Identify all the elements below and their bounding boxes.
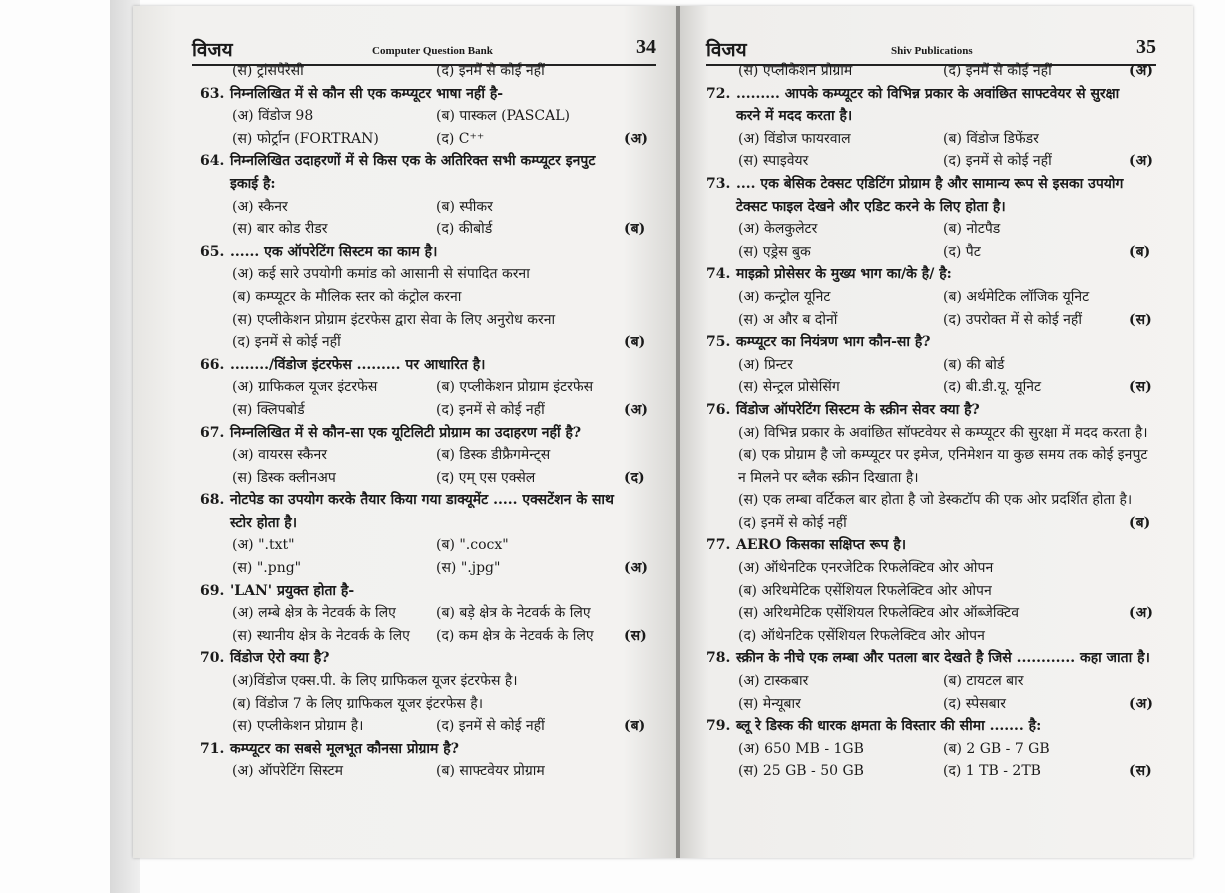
option-b: (ब) बड़े क्षेत्र के नेटवर्क के लिए [436, 605, 591, 622]
question-body: ...... एक ऑपरेटिंग सिस्टम का काम है। [230, 243, 438, 260]
option-a: (अ) स्कैनर [232, 198, 288, 215]
option-b: (स) ".jpg" [436, 560, 501, 577]
question-line [200, 354, 660, 377]
question-body: ......... आपके कम्प्यूटर को विभिन्न प्रकार के अवांछित साफ्टवेयर से सुरक्षा [736, 85, 1120, 102]
question-number: 74. [706, 266, 731, 283]
options-line [200, 715, 660, 738]
question-number: 78. [706, 650, 731, 667]
option-a: (स) एड्रेस बुक [738, 243, 811, 260]
question-line [706, 173, 1171, 196]
question-line [200, 647, 660, 670]
option-a: (स) एप्लीकेशन प्रोग्राम [738, 63, 853, 79]
question-number: 67. [200, 424, 225, 441]
option-a: (अ) ऑपरेटिंग सिस्टम [232, 763, 344, 780]
option-a: (स) स्थानीय क्षेत्र के नेटवर्क के लिए [232, 627, 410, 644]
question-body: इकाई है: [230, 175, 276, 192]
options-line [706, 738, 1171, 761]
publisher-name: Shiv Publications [891, 45, 973, 57]
option-a: (अ) 650 MB - 1GB [738, 740, 864, 757]
question-number: 66. [200, 356, 225, 373]
question-body: माइक्रो प्रोसेसर के मुख्य भाग का/के है/ है: [736, 266, 952, 283]
option-a: (अ) प्रिन्टर [738, 356, 793, 373]
question-line [706, 715, 1171, 738]
options-line [200, 196, 660, 219]
option-b: (द) इनमें से कोई नहीं [436, 718, 545, 735]
option-b: (द) कीबोर्ड [436, 221, 493, 238]
option-b: (द) इनमें से कोई नहीं [436, 63, 545, 79]
option-line [200, 263, 660, 286]
options-line [200, 60, 660, 83]
question-text [706, 334, 930, 350]
option-b: (द) पैट [943, 243, 981, 260]
option-b: (ब) स्पीकर [436, 198, 493, 215]
options-line [706, 241, 1171, 264]
option-b: (ब) नोटपैड [943, 221, 1001, 238]
option-line [200, 286, 660, 309]
options-line [706, 693, 1171, 716]
option-a: (अ) कन्ट्रोल यूनिट [738, 288, 831, 305]
option-full: न मिलने पर ब्लैक स्क्रीन दिखाता है। [738, 469, 919, 486]
option-full: (द) इनमें से कोई नहीं [738, 514, 847, 531]
question-line [200, 489, 660, 512]
answer-key: (ब) [624, 718, 646, 735]
option-a: (स) स्पाइवेयर [738, 153, 809, 170]
option-b: (ब) की बोर्ड [943, 356, 1005, 373]
option-a: (स) सेन्ट्रल प्रोसेसिंग [738, 379, 840, 396]
option-line [706, 467, 1171, 490]
question-text [706, 650, 1150, 666]
option-a: (स) एप्लीकेशन प्रोग्राम है। [232, 718, 364, 735]
answer-key: (स) [624, 627, 647, 644]
option-b: (ब) डिस्क डीफ्रैगमेन्ट्स [436, 447, 551, 464]
question-number: 70. [200, 650, 225, 667]
question-line [200, 738, 660, 761]
option-a: (अ) केलकुलेटर [738, 221, 818, 238]
options-line [706, 760, 1171, 783]
answer-key: (अ) [624, 401, 648, 418]
options-line [200, 760, 660, 783]
question-number: 69. [200, 582, 225, 599]
question-line [200, 150, 660, 173]
question-body: स्टोर होता है। [230, 514, 298, 531]
option-line [200, 331, 660, 354]
question-number: 79. [706, 718, 731, 735]
question-line [200, 512, 660, 535]
question-text [706, 402, 980, 418]
options-line [706, 309, 1171, 332]
brand-logo: विजय [192, 39, 233, 61]
answer-key: (अ) [624, 130, 648, 147]
question-text [200, 583, 354, 599]
option-full: (अ) कई सारे उपयोगी कमांड को आसानी से संपादित करना [232, 266, 530, 283]
option-b: (द) 1 TB - 2TB [943, 763, 1041, 780]
option-line [200, 670, 660, 693]
question-line [706, 399, 1171, 422]
question-text [200, 425, 581, 441]
option-b: (द) कम क्षेत्र के नेटवर्क के लिए [436, 627, 594, 644]
question-body: AERO किसका सक्षिप्त रूप है। [736, 537, 907, 554]
option-line [706, 422, 1171, 445]
question-text [200, 176, 276, 192]
question-number: 65. [200, 243, 225, 260]
option-b: (द) उपरोक्त में से कोई नहीं [943, 311, 1082, 328]
question-line [200, 580, 660, 603]
option-b: (द) इनमें से कोई नहीं [436, 401, 545, 418]
answer-key: (ब) [1129, 243, 1151, 260]
answer-key: (ब) [1129, 514, 1151, 531]
options-line [200, 602, 660, 625]
options-line [706, 670, 1171, 693]
question-line [706, 647, 1171, 670]
page-number: 34 [636, 36, 656, 58]
question-body: निम्नलिखित में से कौन सी एक कम्प्यूटर भाषा नहीं है- [230, 85, 504, 102]
question-body: .... एक बेसिक टेक्सट एडिटिंग प्रोग्राम है और सामान्य रूप से इसका उपयोग [736, 175, 1124, 192]
answer-key: (ब) [624, 334, 646, 351]
option-a: (स) मेन्यूबार [738, 695, 801, 712]
option-line [706, 625, 1171, 648]
options-line [200, 128, 660, 151]
option-full: (ब) विंडोज 7 के लिए ग्राफिकल यूजर इंटरफेस है। [232, 695, 484, 712]
question-line [200, 422, 660, 445]
options-line [706, 60, 1171, 83]
answer-key: (द) [624, 469, 645, 486]
answer-key: (अ) [624, 560, 648, 577]
options-line [200, 625, 660, 648]
answer-key: (अ) [1129, 153, 1153, 170]
question-body: करने में मदद करता है। [736, 108, 853, 125]
question-text [200, 515, 297, 531]
option-a: (अ) लम्बे क्षेत्र के नेटवर्क के लिए [232, 605, 396, 622]
options-line [706, 218, 1171, 241]
option-full: (अ) विभिन्न प्रकार के अवांछित सॉफ्टवेयर से कम्प्यूटर की सुरक्षा में मदद करता है। [738, 424, 1148, 441]
answer-key: (अ) [1129, 605, 1153, 622]
option-a: (अ) टास्कबार [738, 673, 809, 690]
question-body: टेक्सट फाइल देखने और एडिट करने के लिए होता है। [736, 198, 1006, 215]
option-line [200, 693, 660, 716]
option-b: (ब) साफ्टवेयर प्रोग्राम [436, 763, 545, 780]
question-number: 63. [200, 85, 225, 102]
option-a: (अ) विंडोज फायरवाल [738, 130, 851, 147]
right-page-questions [706, 60, 1171, 783]
option-line [706, 444, 1171, 467]
options-line [706, 128, 1171, 151]
question-body: कम्प्यूटर का नियंत्रण भाग कौन-सा है? [736, 334, 931, 351]
question-body: कम्प्यूटर का सबसे मूलभूत कौनसा प्रोग्राम है? [230, 740, 459, 757]
options-line [200, 376, 660, 399]
option-a: (स) डिस्क क्लीनअप [232, 469, 336, 486]
option-b: (ब) अर्थमेटिक लॉजिक यूनिट [943, 288, 1090, 305]
left-page-questions [200, 60, 660, 783]
options-line [706, 376, 1171, 399]
option-full: (द) इनमें से कोई नहीं [232, 334, 341, 351]
option-b: (ब) ".cocx" [436, 537, 509, 554]
option-full: (ब) कम्प्यूटर के मौलिक स्तर को कंट्रोल करना [232, 288, 462, 305]
option-b: (ब) टायटल बार [943, 673, 1024, 690]
question-text [200, 153, 595, 169]
question-text [200, 650, 330, 666]
options-line [200, 534, 660, 557]
question-body: विंडोज ऐरो क्या है? [230, 650, 330, 667]
option-b: (द) इनमें से कोई नहीं [943, 153, 1052, 170]
question-body: निम्नलिखित उदाहरणों में से किस एक के अतिरिक्त सभी कम्प्यूटर इनपुट [230, 153, 596, 170]
question-body: 'LAN' प्रयुक्त होता है- [230, 582, 355, 599]
option-a: (स) क्लिपबोर्ड [232, 401, 305, 418]
question-body: नोटपेड का उपयोग करके तैयार किया गया डाक्यूमेंट ..... एक्सटेंशन के साथ [230, 492, 614, 509]
question-line [200, 83, 660, 106]
option-full: (द) ऑथेनटिक एसेंशियल रिफलेक्टिव ओर ओपन [738, 627, 985, 644]
answer-key: (अ) [1129, 63, 1153, 79]
question-line [706, 263, 1171, 286]
option-b: (ब) पास्कल (PASCAL) [436, 108, 570, 125]
question-line [706, 331, 1171, 354]
option-a: (स) बार कोड रीडर [232, 221, 328, 238]
question-text [200, 357, 485, 373]
options-line [200, 444, 660, 467]
question-text [200, 244, 437, 260]
question-number: 68. [200, 492, 225, 509]
option-b: (द) स्पेसबार [943, 695, 1007, 712]
question-text [706, 266, 952, 282]
option-a: (अ) वायरस स्कैनर [232, 447, 327, 464]
option-line [706, 489, 1171, 512]
option-b: (ब) विंडोज डिफेंडर [943, 130, 1039, 147]
option-full: (स) एप्लीकेशन प्रोग्राम इंटरफेस द्वारा सेवा के लिए अनुरोध करना [232, 311, 556, 328]
options-line [200, 105, 660, 128]
question-line [706, 196, 1171, 219]
question-line [706, 534, 1171, 557]
question-number: 77. [706, 537, 731, 554]
option-full: (ब) अरिथमेटिक एसेंशियल रिफलेक्टिव ओर ओपन [738, 582, 992, 599]
question-line [200, 241, 660, 264]
option-line [706, 580, 1171, 603]
option-a: (अ) ग्राफिकल यूजर इंटरफेस [232, 379, 378, 396]
options-line [706, 354, 1171, 377]
question-number: 76. [706, 401, 731, 418]
option-a: (अ) ".txt" [232, 537, 295, 554]
option-full: (अ)विंडोज एक्स.पी. के लिए ग्राफिकल यूजर इंटरफेस है। [232, 673, 518, 690]
question-number: 64. [200, 153, 225, 170]
option-full: (अ) ऑथेनटिक एनरजेटिक रिफलेक्टिव ओर ओपन [738, 560, 994, 577]
option-b: (ब) 2 GB - 7 GB [943, 740, 1050, 757]
question-body: विंडोज ऑपरेटिंग सिस्टम के स्क्रीन सेवर क्या है? [736, 401, 980, 418]
option-full: (स) अरिथमेटिक एसेंशियल रिफलेक्टिव ओर ऑब्जेक्टिव [738, 605, 1020, 622]
answer-key: (स) [1129, 763, 1152, 780]
answer-key: (स) [1129, 379, 1152, 396]
question-body: स्क्रीन के नीचे एक लम्बा और पतला बार देखते है जिसे ............ कहा जाता है। [736, 650, 1150, 667]
options-line [200, 557, 660, 580]
book-title: Computer Question Bank [372, 45, 493, 57]
question-number: 71. [200, 740, 225, 757]
option-b: (द) इनमें से कोई नहीं [943, 63, 1052, 79]
question-number: 75. [706, 334, 731, 351]
question-body: निम्नलिखित में से कौन-सा एक यूटिलिटी प्रोग्राम का उदाहरण नहीं है? [230, 424, 582, 441]
question-number: 73. [706, 175, 731, 192]
options-line [200, 467, 660, 490]
option-a: (अ) विंडोज 98 [232, 108, 314, 125]
question-text [706, 537, 906, 553]
question-text [706, 176, 1123, 192]
question-text [706, 108, 852, 124]
option-line [200, 309, 660, 332]
options-line [200, 399, 660, 422]
question-text [200, 741, 459, 757]
option-line [706, 602, 1171, 625]
question-line [200, 173, 660, 196]
option-a: (स) ट्रांसपेरेसी [232, 63, 304, 79]
question-text [706, 86, 1119, 102]
question-number: 72. [706, 85, 731, 102]
options-line [706, 286, 1171, 309]
brand-logo: विजय [706, 39, 747, 61]
question-text [200, 492, 614, 508]
option-b: (द) C⁺⁺ [436, 130, 485, 147]
option-a: (स) अ और ब दोनों [738, 311, 838, 328]
question-line [706, 105, 1171, 128]
question-text [706, 718, 1041, 734]
answer-key: (ब) [624, 221, 646, 238]
option-b: (ब) एप्लीकेशन प्रोग्राम इंटरफेस [436, 379, 594, 396]
question-text [200, 86, 503, 102]
options-line [706, 150, 1171, 173]
options-line [200, 218, 660, 241]
answer-key: (स) [1129, 311, 1152, 328]
question-body: ......../विंडोज इंटरफेस ......... पर आधारित है। [230, 356, 486, 373]
question-body: ब्लू रे डिस्क की धारक क्षमता के विस्तार की सीमा ....... है: [736, 718, 1042, 735]
option-line [706, 557, 1171, 580]
page-number: 35 [1136, 36, 1156, 58]
option-full: (ब) एक प्रोग्राम है जो कम्प्यूटर पर इमेज, एनिमेशन या कुछ समय तक कोई इनपुट [738, 447, 1148, 464]
option-a: (स) फोर्ट्रान (FORTRAN) [232, 130, 379, 147]
option-a: (स) 25 GB - 50 GB [738, 763, 864, 780]
question-text [706, 199, 1006, 215]
answer-key: (अ) [1129, 695, 1153, 712]
option-b: (द) एम् एस एक्सेल [436, 469, 536, 486]
question-line [706, 83, 1171, 106]
option-b: (द) बी.डी.यू. यूनिट [943, 379, 1042, 396]
option-full: (स) एक लम्बा वर्टिकल बार होता है जो डेस्कटॉप की एक ओर प्रदर्शित होता है। [738, 492, 1133, 509]
option-line [706, 512, 1171, 535]
book-gutter [676, 6, 680, 858]
option-a: (स) ".png" [232, 560, 302, 577]
